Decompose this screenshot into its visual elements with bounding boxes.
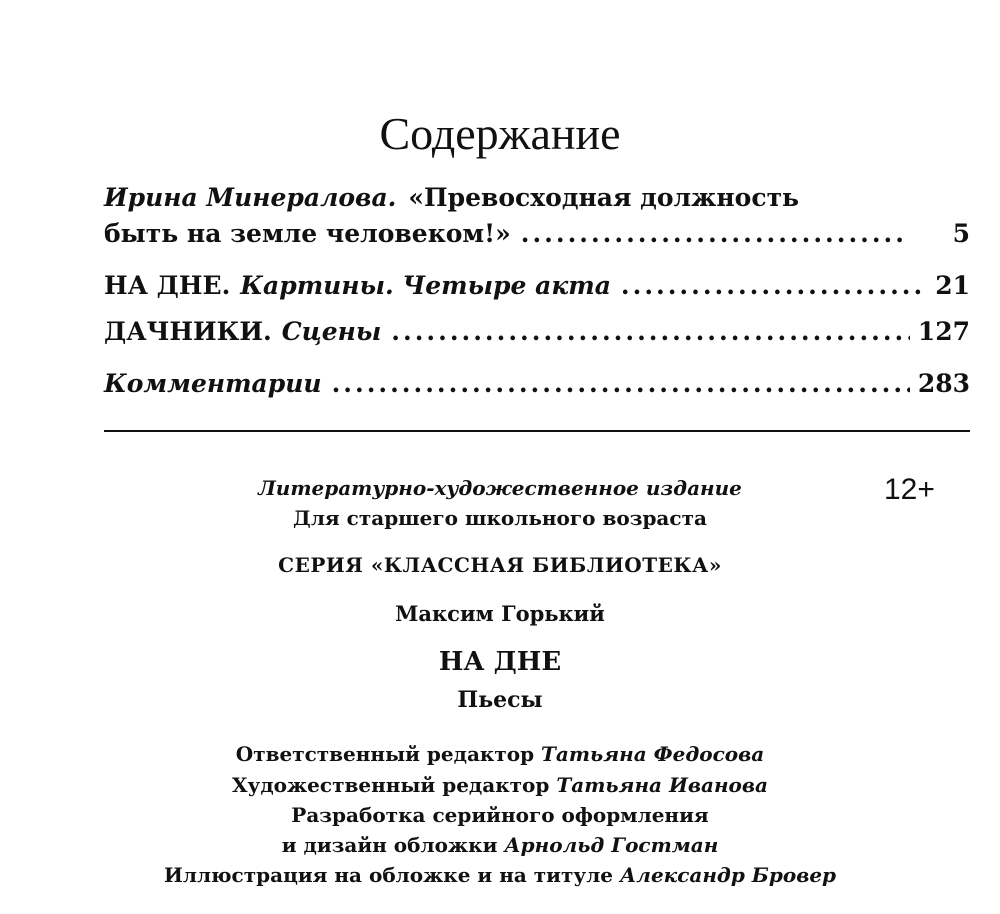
- credit-name: Татьяна Федосова: [541, 742, 765, 766]
- credit-role: Разработка серийного оформления: [291, 803, 709, 827]
- toc-entry-na-dne: [104, 268, 970, 304]
- toc-page-number: 21: [935, 271, 970, 300]
- age-rating: 12+: [884, 473, 935, 506]
- credit-role: Ответственный редактор: [235, 742, 535, 766]
- author-name: [0, 600, 1000, 628]
- toc-leader-dots: [521, 216, 902, 252]
- credit-line: [0, 771, 1000, 799]
- edition-type: Литературно-художественное издание: [258, 476, 742, 500]
- credit-name: Татьяна Иванова: [556, 773, 768, 797]
- toc-entry-dachniki: [104, 314, 970, 350]
- audience: Для старшего школьного возраста: [293, 506, 707, 530]
- series-name: СЕРИЯ «КЛАССНАЯ БИБЛИОТЕКА»: [278, 553, 722, 577]
- book-title: НА ДНЕ: [438, 647, 562, 677]
- credit-name: Александр Бровер: [620, 863, 837, 887]
- section-divider: [104, 430, 970, 432]
- toc-leader-dots: [332, 366, 910, 402]
- book-genre: Пьесы: [457, 687, 543, 713]
- toc-page-number: 5: [952, 219, 970, 248]
- toc-entry-subtitle: Картины. Четыре акта: [240, 271, 611, 300]
- toc-leader-dots: [391, 314, 910, 350]
- toc-entry-author: Ирина Минералова.: [104, 183, 397, 212]
- credit-line: [0, 740, 1000, 768]
- credit-line: [0, 801, 1000, 829]
- contents-heading: Содержание: [379, 108, 621, 159]
- author-last-name: Горький: [501, 601, 605, 626]
- credit-role: Иллюстрация на обложке и на титуле: [163, 863, 614, 887]
- toc-entry-commentary: [104, 366, 970, 402]
- toc-entry-title: Комментарии: [104, 369, 322, 398]
- toc-entry-title: ДАЧНИКИ.: [104, 317, 272, 346]
- credit-role: Художественный редактор: [232, 773, 550, 797]
- toc-page-number: 283: [917, 369, 970, 398]
- author-first-name: Максим: [395, 601, 494, 626]
- toc-page-number: 127: [917, 317, 970, 346]
- toc-entry-subtitle: Сцены: [281, 317, 382, 346]
- toc-entry-introduction: [104, 180, 970, 252]
- toc-entry-title: «Превосходная должность: [408, 183, 800, 212]
- credit-line: [0, 831, 1000, 859]
- credit-role: и дизайн обложки: [281, 833, 498, 857]
- credit-line: [0, 861, 1000, 889]
- toc-entry-title: НА ДНЕ.: [104, 271, 231, 300]
- toc-leader-dots: [621, 268, 927, 304]
- credit-name: Арнольд Гостман: [504, 833, 719, 857]
- toc-entry-title-continued: быть на земле человеком!»: [104, 219, 511, 248]
